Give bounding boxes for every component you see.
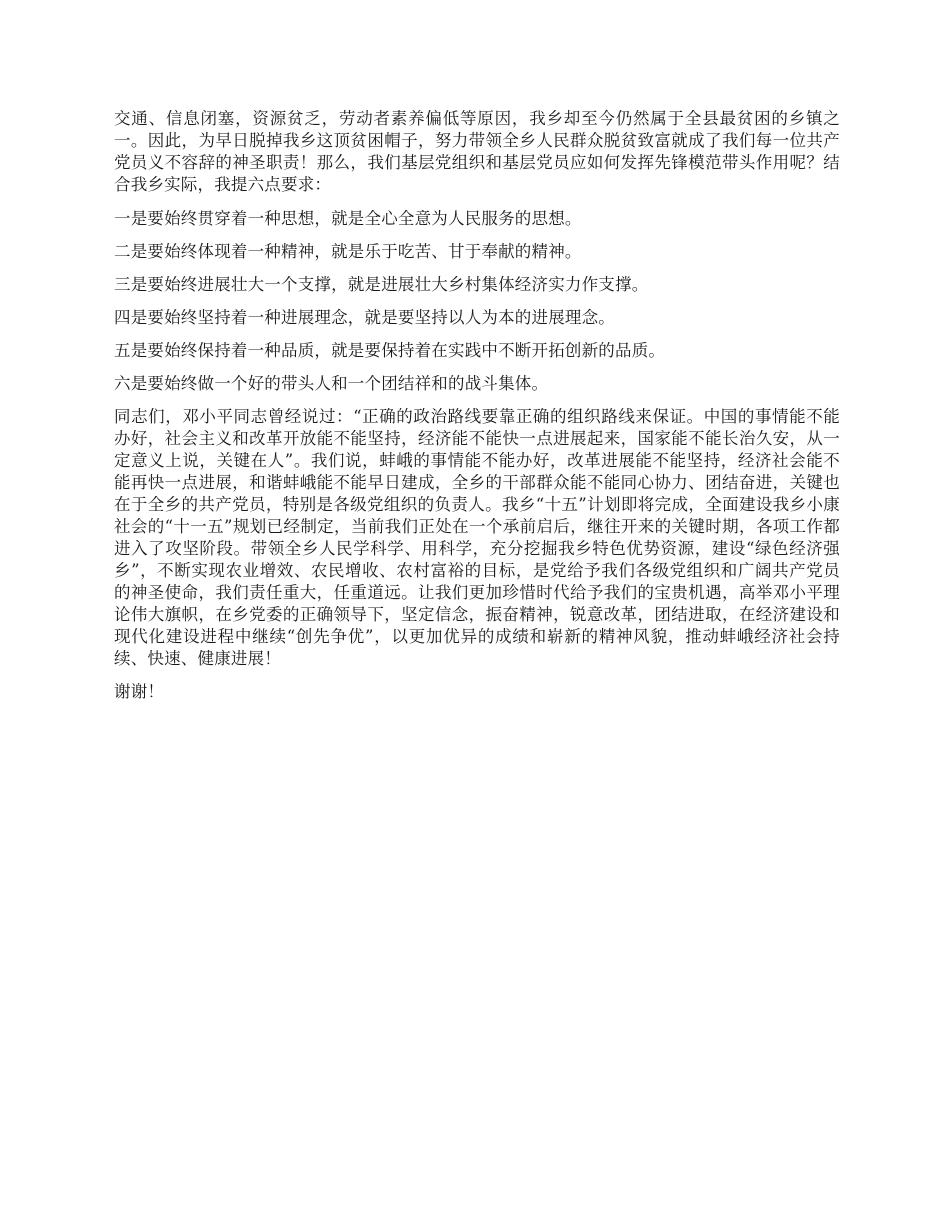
paragraph-requirement-4: 四是要始终坚持着一种进展理念，就是要坚持以人为本的进展理念。 <box>114 308 615 327</box>
paragraph-intro: 交通、信息闭塞，资源贫乏，劳动者素养偏低等原因，我乡却至今仍然属于全县最贫困的乡镇之一。因此，为早日脱掉我乡这顶贫困帽子，努力带领全乡人民群众脱贫致富就成了我们每一位共产党员义不容辞的神圣职责！那么，我们基层党组织和基层党员应如何发挥先锋模范带头作用呢？结合我乡实际，我提六点要求： <box>114 109 840 194</box>
document-body <box>114 108 840 714</box>
paragraph-requirement-5: 五是要始终保持着一种品质，就是要保持着在实践中不断开拓创新的品质。 <box>114 341 666 360</box>
paragraph-thanks: 谢谢！ <box>114 682 165 701</box>
paragraph-requirement-1: 一是要始终贯穿着一种思想，就是全心全意为人民服务的思想。 <box>114 209 582 228</box>
paragraph-requirement-6: 六是要始终做一个好的带头人和一个团结祥和的战斗集体。 <box>114 374 549 393</box>
paragraph-requirement-2: 二是要始终体现着一种精神，就是乐于吃苦、甘于奉献的精神。 <box>114 242 582 261</box>
paragraph-requirement-3: 三是要始终进展壮大一个支撑，就是进展壮大乡村集体经济实力作支撑。 <box>114 275 649 294</box>
paragraph-conclusion: 同志们，邓小平同志曾经说过：“正确的政治路线要靠正确的组织路线来保证。中国的事情能不能办好，社会主义和改革开放能不能坚持，经济能不能快一点进展起来，国家能不能长治久安，从一定意义上说，关键在人”。我们说，蚌峨的事情能不能办好，改革进展能不能坚持，经济社会能不能再快一点进展，和谐蚌峨能不能早日建成，全乡的干部群众能不能同心协力、团结奋进，关键也在于全乡的共产党员，特别是各级党组织的负责人。我乡“十五”计划即将完成，全面建设我乡小康社会的“十一五”规划已经制定，当前我们正处在一个承前启后，继往开来的关键时期，各项工作都进入了攻坚阶段。带领全乡人民学科学、用科学，充分挖掘我乡特色优势资源，建设“绿色经济强乡”，不断实现农业增效、农民增收、农村富裕的目标，是党给予我们各级党组织和广阔共产党员的神圣使命，我们责任重大，任重道远。让我们更加珍惜时代给予我们的宝贵机遇，高举邓小平理论伟大旗帜，在乡党委的正确领导下，坚定信念，振奋精神，锐意改革，团结进取，在经济建设和现代化建设进程中继续“创先争优”，以更加优异的成绩和崭新的精神风貌，推动蚌峨经济社会持续、快速、健康进展！ <box>114 407 840 668</box>
